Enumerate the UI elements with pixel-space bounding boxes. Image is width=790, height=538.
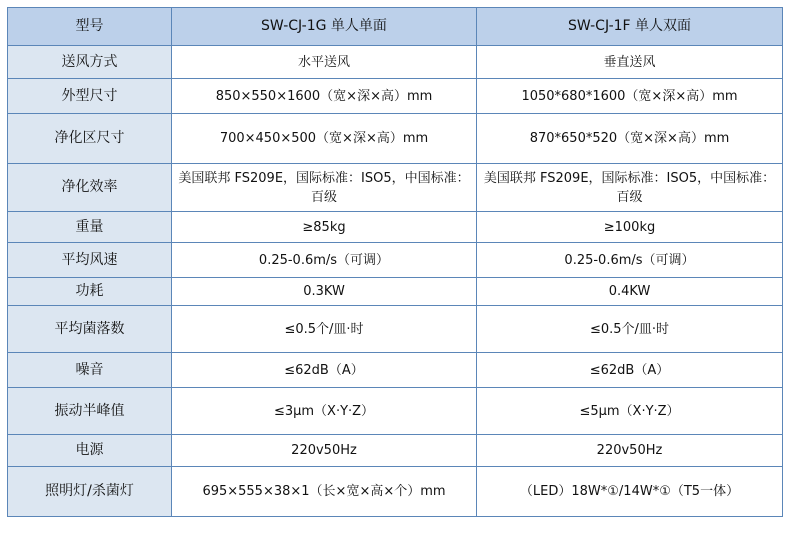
row-label: 振动半峰值 [8, 388, 172, 435]
table-row [8, 435, 783, 467]
value-b: （LED）18W*①/14W*①（T5一体） [477, 467, 783, 517]
value-a: 0.3KW [172, 278, 477, 306]
table-row [8, 212, 783, 243]
row-label: 噪音 [8, 353, 172, 388]
value-a: 0.25-0.6m/s（可调） [172, 243, 477, 278]
value-a: ≥85kg [172, 212, 477, 243]
value-b: ≥100kg [477, 212, 783, 243]
table-row [8, 79, 783, 114]
value-b: ≤0.5个/皿·时 [477, 306, 783, 353]
value-b: 870*650*520（宽×深×高）mm [477, 114, 783, 164]
value-a: ≤0.5个/皿·时 [172, 306, 477, 353]
value-a: 700×450×500（宽×深×高）mm [172, 114, 477, 164]
header-model-a: SW-CJ-1G 单人单面 [172, 8, 477, 46]
value-a: ≤3μm（X·Y·Z） [172, 388, 477, 435]
table-row [8, 164, 783, 212]
table-row [8, 243, 783, 278]
table-row [8, 467, 783, 517]
value-a: 美国联邦 FS209E，国际标准：ISO5，中国标准：百级 [172, 164, 477, 212]
value-b: 1050*680*1600（宽×深×高）mm [477, 79, 783, 114]
table-row [8, 46, 783, 79]
row-label: 照明灯/杀菌灯 [8, 467, 172, 517]
row-label: 电源 [8, 435, 172, 467]
value-b: ≤5μm（X·Y·Z） [477, 388, 783, 435]
value-b: 垂直送风 [477, 46, 783, 79]
header-model-b: SW-CJ-1F 单人双面 [477, 8, 783, 46]
row-label: 净化区尺寸 [8, 114, 172, 164]
row-label: 重量 [8, 212, 172, 243]
row-label: 平均菌落数 [8, 306, 172, 353]
value-b: 美国联邦 FS209E，国际标准：ISO5，中国标准：百级 [477, 164, 783, 212]
row-label: 功耗 [8, 278, 172, 306]
row-label: 外型尺寸 [8, 79, 172, 114]
table-row [8, 278, 783, 306]
value-a: 220v50Hz [172, 435, 477, 467]
header-label: 型号 [8, 8, 172, 46]
value-a: 695×555×38×1（长×宽×高×个）mm [172, 467, 477, 517]
value-a: 850×550×1600（宽×深×高）mm [172, 79, 477, 114]
spec-table [7, 7, 783, 517]
table-row [8, 306, 783, 353]
value-a: ≤62dB（A） [172, 353, 477, 388]
value-b: 0.4KW [477, 278, 783, 306]
value-b: ≤62dB（A） [477, 353, 783, 388]
table-row [8, 353, 783, 388]
value-b: 0.25-0.6m/s（可调） [477, 243, 783, 278]
row-label: 送风方式 [8, 46, 172, 79]
row-label: 净化效率 [8, 164, 172, 212]
header-row [8, 8, 783, 46]
table-row [8, 388, 783, 435]
table-row [8, 114, 783, 164]
value-a: 水平送风 [172, 46, 477, 79]
row-label: 平均风速 [8, 243, 172, 278]
value-b: 220v50Hz [477, 435, 783, 467]
